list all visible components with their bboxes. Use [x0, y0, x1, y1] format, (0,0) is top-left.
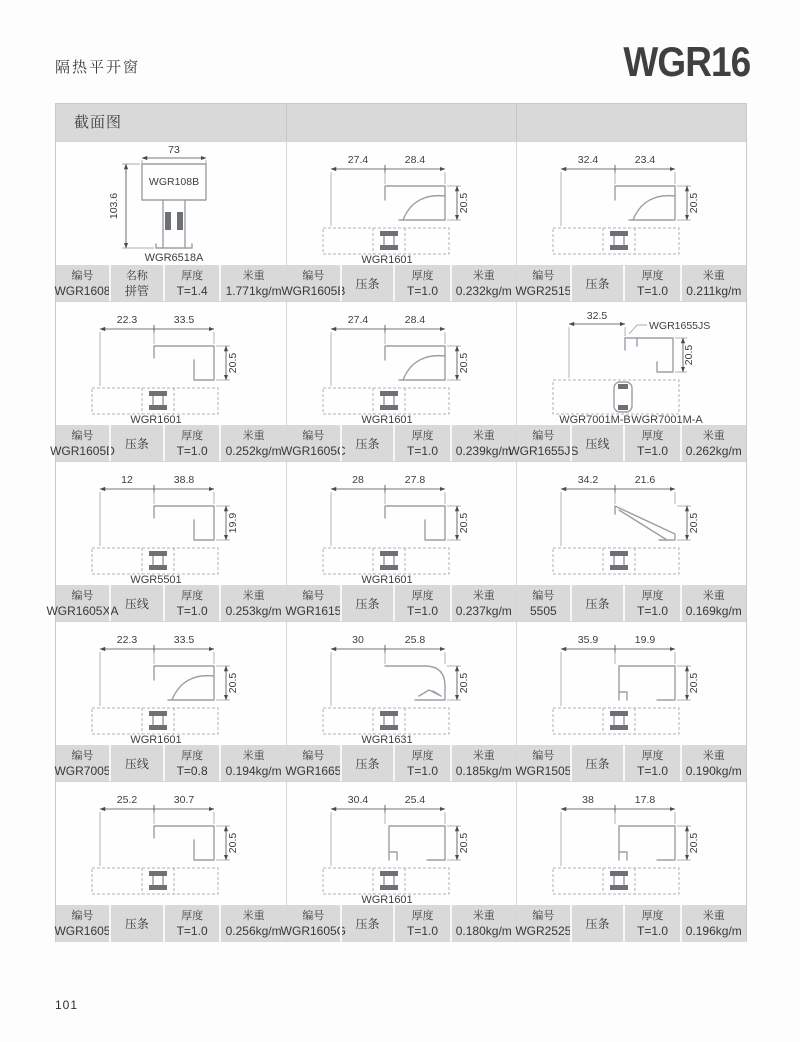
spec-header-thickness: 厚度	[641, 269, 664, 282]
spec-weight: 0.194kg/m	[225, 763, 282, 778]
dim-label-top1: 30	[352, 634, 364, 646]
spec-header-code: 编号	[71, 429, 94, 442]
spec-header-code: 编号	[302, 909, 325, 922]
section-diagram	[287, 142, 516, 265]
subpart-label-2: WGR7001M-A	[631, 414, 703, 425]
spec-type-cell	[340, 265, 394, 302]
subpart-label: WGR1601	[361, 254, 413, 265]
spec-thickness: T=1.0	[637, 443, 669, 458]
spec-strip	[517, 905, 746, 942]
spec-weight: 1.771kg/m	[225, 283, 282, 298]
profile-cell	[516, 621, 746, 781]
section-diagram	[56, 622, 286, 745]
dim-label-top2: 19.9	[634, 634, 656, 646]
spec-weight-cell	[219, 905, 286, 942]
spec-code-cell	[517, 265, 570, 302]
spec-name-cell	[109, 265, 163, 302]
spec-weight-cell	[450, 425, 516, 462]
spec-header-weight: 米重	[702, 269, 725, 282]
page-number: 101	[55, 998, 79, 1012]
section-diagram	[517, 302, 746, 425]
spec-header-thickness: 厚度	[181, 429, 204, 442]
spec-header-weight: 米重	[702, 429, 725, 442]
spec-code: WGR1605XA	[46, 603, 119, 618]
table-header-col3	[516, 104, 746, 141]
section-diagram	[517, 622, 746, 745]
dim-label-top2: 28.4	[404, 154, 426, 166]
spec-header-name: 名称	[125, 269, 148, 282]
dim-label-top2: 25.8	[404, 634, 426, 646]
spec-thickness: T=1.0	[407, 283, 439, 298]
profile-cell	[281, 141, 516, 301]
spec-code-cell	[508, 425, 579, 462]
spec-header-weight: 米重	[242, 909, 265, 922]
table-header-col2	[286, 104, 516, 141]
dim-label-right: 20.5	[458, 832, 470, 854]
spec-strip	[508, 425, 746, 462]
spec-header-weight: 米重	[472, 749, 495, 762]
spec-type: 拼管	[124, 283, 149, 298]
spec-weight: 0.237kg/m	[455, 603, 512, 618]
spec-code-cell	[56, 265, 109, 302]
spec-weight: 0.232kg/m	[455, 283, 512, 298]
spec-thickness-cell	[163, 265, 219, 302]
spec-thickness-cell	[163, 905, 219, 942]
dim-label-top2: 23.4	[634, 154, 656, 166]
dim-label-top2: 27.8	[404, 474, 426, 486]
spec-header-thickness: 厚度	[181, 269, 204, 282]
spec-code-cell	[50, 425, 115, 462]
spec-code-cell	[56, 745, 109, 782]
profile-cell	[286, 461, 516, 621]
spec-type: 压条	[355, 756, 380, 771]
dim-label-left: 103.6	[108, 192, 120, 220]
spec-type-cell	[340, 745, 394, 782]
spec-thickness-cell	[623, 425, 679, 462]
subpart-label: WGR1601	[361, 894, 413, 905]
spec-thickness-cell	[163, 745, 219, 782]
profile-cell	[280, 781, 516, 941]
spec-weight: 0.252kg/m	[225, 443, 282, 458]
spec-header-weight: 米重	[242, 589, 265, 602]
spec-code: WGR7005	[54, 763, 111, 778]
spec-code-cell	[280, 425, 346, 462]
spec-strip	[517, 585, 746, 622]
dim-label-right: 20.5	[227, 672, 239, 694]
spec-type-cell	[340, 425, 394, 462]
spec-type: 压条	[585, 276, 610, 291]
spec-header-weight: 米重	[472, 429, 495, 442]
profile-cell	[56, 141, 286, 301]
subpart-label: WGR1601	[361, 574, 413, 585]
spec-thickness: T=1.4	[176, 283, 208, 298]
section-diagram	[56, 782, 286, 905]
dim-label-top1: 27.4	[347, 314, 369, 326]
spec-weight-cell	[680, 265, 746, 302]
spec-weight: 0.211kg/m	[686, 283, 742, 298]
spec-weight-cell	[450, 585, 516, 622]
spec-strip	[281, 265, 516, 302]
spec-weight-cell	[680, 905, 746, 942]
spec-header-thickness: 厚度	[641, 909, 664, 922]
spec-weight-cell	[219, 585, 286, 622]
spec-header-weight: 米重	[702, 749, 725, 762]
spec-thickness: T=1.0	[407, 603, 439, 618]
spec-strip	[517, 265, 746, 302]
spec-weight: 0.196kg/m	[685, 923, 742, 938]
spec-header-code: 编号	[71, 749, 94, 762]
part-label: WGR108B	[148, 176, 200, 188]
dim-label-right: 20.5	[227, 352, 239, 374]
spec-header-code: 编号	[302, 749, 325, 762]
spec-header-thickness: 厚度	[411, 749, 434, 762]
spec-type-cell	[109, 745, 163, 782]
spec-thickness: T=1.0	[637, 763, 669, 778]
spec-code: WGR1505	[515, 763, 572, 778]
section-diagram	[517, 782, 746, 905]
spec-thickness: T=1.0	[407, 923, 439, 938]
spec-header-weight: 米重	[472, 909, 495, 922]
profile-cell	[50, 301, 286, 461]
section-diagram	[287, 462, 516, 585]
profile-grid	[46, 141, 746, 941]
dim-label-top1: 38	[582, 794, 594, 806]
profile-cell	[516, 781, 746, 941]
spec-type-cell	[570, 745, 624, 782]
dim-label-right: 19.9	[227, 512, 239, 534]
spec-thickness-cell	[393, 745, 449, 782]
spec-type: 压条	[585, 916, 610, 931]
dim-label-right: 20.5	[458, 512, 470, 534]
spec-header-code: 编号	[71, 909, 94, 922]
dim-label-top1: 73	[168, 144, 180, 156]
section-diagram	[517, 462, 746, 585]
subpart-label: WGR1601	[361, 414, 413, 425]
spec-type-cell	[340, 905, 394, 942]
spec-type: 压线	[585, 436, 610, 451]
spec-code: WGR1605B	[281, 283, 346, 298]
spec-type: 压条	[355, 596, 380, 611]
dim-label-top2: 30.7	[173, 794, 195, 806]
spec-header-weight: 米重	[472, 269, 495, 282]
spec-code-cell	[287, 585, 340, 622]
spec-header-weight: 米重	[702, 909, 725, 922]
spec-type-cell	[109, 425, 163, 462]
table-header-row	[56, 104, 746, 141]
spec-code-cell	[46, 585, 119, 622]
spec-code-cell	[287, 745, 340, 782]
spec-header-code: 编号	[532, 589, 555, 602]
spec-header-weight: 米重	[242, 429, 265, 442]
profile-cell	[56, 621, 286, 781]
spec-weight: 0.253kg/m	[225, 603, 282, 618]
profile-cell	[516, 141, 746, 301]
spec-type: 压条	[124, 436, 149, 451]
dim-label-top2: 17.8	[634, 794, 656, 806]
spec-code: 5505	[529, 603, 557, 618]
profile-cell	[286, 621, 516, 781]
dim-label-top1: 32.5	[586, 310, 608, 322]
spec-code-cell	[517, 585, 570, 622]
dim-label-right: 20.5	[688, 192, 700, 214]
dim-label-top1: 34.2	[577, 474, 599, 486]
spec-weight: 0.239kg/m	[455, 443, 512, 458]
spec-code: WGR1655JS	[508, 443, 579, 458]
spec-header-thickness: 厚度	[411, 429, 434, 442]
spec-thickness-cell	[623, 265, 679, 302]
section-diagram	[287, 622, 516, 745]
subpart-label: WGR1601	[130, 734, 182, 745]
profile-cell	[508, 301, 746, 461]
spec-code: WGR1665	[285, 763, 342, 778]
dim-label-right: 20.5	[683, 344, 695, 366]
section-diagram	[287, 782, 516, 905]
spec-weight: 0.262kg/m	[685, 443, 742, 458]
section-diagram	[287, 302, 516, 425]
spec-type: 压条	[585, 756, 610, 771]
subpart-label: WGR1631	[361, 734, 413, 745]
spec-type: 压条	[355, 436, 380, 451]
spec-thickness: T=1.0	[176, 923, 208, 938]
dim-label-top1: 22.3	[116, 634, 138, 646]
spec-strip	[287, 585, 516, 622]
dim-label-right: 20.5	[458, 352, 470, 374]
spec-thickness: T=1.0	[637, 923, 669, 938]
spec-code: WGR1605	[54, 923, 111, 938]
spec-header-code: 编号	[71, 269, 94, 282]
spec-strip	[56, 905, 286, 942]
spec-header-thickness: 厚度	[641, 429, 664, 442]
dim-label-top2: 21.6	[634, 474, 656, 486]
spec-weight-cell	[219, 425, 286, 462]
spec-code: WGR2525	[515, 923, 572, 938]
dim-label-right: 20.5	[688, 832, 700, 854]
spec-thickness-cell	[623, 905, 679, 942]
spec-weight-cell	[219, 265, 286, 302]
section-diagram	[56, 302, 286, 425]
dim-label-right: 20.5	[458, 672, 470, 694]
profile-cell	[46, 461, 286, 621]
subpart-label: WGR5501	[130, 574, 182, 585]
spec-header-thickness: 厚度	[181, 749, 204, 762]
spec-thickness-cell	[623, 585, 679, 622]
spec-thickness-cell	[623, 745, 679, 782]
spec-code-cell	[56, 905, 109, 942]
subpart-label: WGR1601	[130, 414, 182, 425]
spec-header-code: 编号	[302, 589, 325, 602]
profile-cell	[56, 781, 286, 941]
spec-header-weight: 米重	[242, 749, 265, 762]
spec-weight: 0.180kg/m	[455, 923, 512, 938]
spec-thickness-cell	[393, 425, 449, 462]
spec-code-cell	[517, 905, 570, 942]
spec-type: 压条	[124, 916, 149, 931]
spec-code: WGR1605C	[280, 443, 346, 458]
spec-thickness: T=1.0	[637, 603, 669, 618]
spec-thickness: T=1.0	[176, 443, 208, 458]
spec-weight-cell	[680, 745, 746, 782]
dim-label-top1: 30.4	[347, 794, 369, 806]
spec-strip	[56, 265, 286, 302]
spec-header-code: 编号	[532, 429, 555, 442]
spec-weight-cell	[680, 425, 746, 462]
spec-type-cell	[109, 585, 163, 622]
spec-header-thickness: 厚度	[411, 269, 434, 282]
spec-code: WGR1605G	[280, 923, 347, 938]
spec-weight-cell	[219, 745, 286, 782]
spec-header-weight: 米重	[702, 589, 725, 602]
spec-type-cell	[340, 585, 394, 622]
spec-type: 压条	[355, 916, 380, 931]
spec-code: WGR1608	[54, 283, 111, 298]
spec-header-weight: 米重	[242, 269, 265, 282]
spec-header-weight: 米重	[472, 589, 495, 602]
subpart-label: WGR6518A	[144, 252, 204, 264]
spec-header-code: 编号	[71, 589, 94, 602]
spec-thickness: T=1.0	[176, 603, 208, 618]
spec-type: 压条	[585, 596, 610, 611]
dim-label-top2: 33.5	[173, 314, 195, 326]
spec-weight-cell	[450, 265, 516, 302]
profile-cell	[516, 461, 746, 621]
spec-strip	[280, 905, 516, 942]
spec-header-thickness: 厚度	[181, 589, 204, 602]
spec-header-code: 编号	[302, 269, 325, 282]
spec-code: WGR1615	[285, 603, 342, 618]
spec-code: WGR2515	[515, 283, 572, 298]
profile-cell	[280, 301, 516, 461]
spec-thickness-cell	[163, 425, 219, 462]
spec-thickness: T=0.8	[176, 763, 208, 778]
dim-label-top2: 25.4	[404, 794, 426, 806]
spec-type: 压线	[124, 596, 149, 611]
spec-thickness-cell	[393, 265, 449, 302]
dim-label-top1: 28	[352, 474, 364, 486]
spec-header-thickness: 厚度	[181, 909, 204, 922]
spec-strip	[46, 585, 286, 622]
dim-label-top2: 38.8	[173, 474, 195, 486]
spec-thickness: T=1.0	[407, 763, 439, 778]
dim-label-top1: 27.4	[347, 154, 369, 166]
spec-weight: 0.169kg/m	[685, 603, 742, 618]
spec-thickness-cell	[393, 905, 449, 942]
spec-thickness-cell	[163, 585, 219, 622]
dim-label-right: 20.5	[458, 192, 470, 214]
spec-header-code: 编号	[532, 909, 555, 922]
spec-code-cell	[517, 745, 570, 782]
dim-label-top1: 35.9	[577, 634, 599, 646]
spec-type-cell	[570, 905, 624, 942]
spec-type-cell	[570, 585, 624, 622]
spec-weight-cell	[680, 585, 746, 622]
spec-header-thickness: 厚度	[411, 909, 434, 922]
spec-weight: 0.256kg/m	[225, 923, 282, 938]
subpart-label: WGR7001M-B	[559, 414, 631, 425]
spec-type: 压线	[124, 756, 149, 771]
profile-table	[46, 103, 747, 942]
spec-type-cell	[570, 265, 624, 302]
spec-strip	[280, 425, 516, 462]
spec-type: 压条	[355, 276, 380, 291]
dim-label-top2: 33.5	[173, 634, 195, 646]
spec-header-code: 编号	[532, 269, 555, 282]
spec-strip	[517, 745, 746, 782]
spec-type-cell	[570, 425, 624, 462]
dim-label-top1: 25.2	[116, 794, 138, 806]
spec-code-cell	[280, 905, 347, 942]
dim-label-top1: 32.4	[577, 154, 599, 166]
spec-type-cell	[109, 905, 163, 942]
section-diagram	[56, 462, 286, 585]
spec-code-cell	[281, 265, 346, 302]
spec-header-code: 编号	[532, 749, 555, 762]
series-code: WGR16	[622, 38, 750, 85]
spec-strip	[50, 425, 286, 462]
section-diagram	[56, 142, 286, 265]
spec-header-code: 编号	[302, 429, 325, 442]
dim-label-right: 20.5	[227, 832, 239, 854]
dim-label-top1: 12	[121, 474, 133, 486]
spec-weight-cell	[450, 905, 516, 942]
section-diagram	[517, 142, 746, 265]
spec-strip	[56, 745, 286, 782]
page-title: 隔热平开窗	[55, 59, 141, 76]
spec-thickness: T=1.0	[407, 443, 439, 458]
spec-weight: 0.185kg/m	[455, 763, 512, 778]
spec-header-thickness: 厚度	[641, 749, 664, 762]
spec-thickness-cell	[393, 585, 449, 622]
spec-code: WGR1605D	[50, 443, 115, 458]
dim-label-right: 20.5	[688, 672, 700, 694]
spec-weight-cell	[450, 745, 516, 782]
spec-thickness: T=1.0	[637, 283, 669, 298]
spec-weight: 0.190kg/m	[685, 763, 742, 778]
dim-label-top2: 28.4	[404, 314, 426, 326]
spec-header-thickness: 厚度	[411, 589, 434, 602]
section-title: 截面图	[74, 114, 123, 131]
spec-strip	[287, 745, 516, 782]
dim-label-right: 20.5	[688, 512, 700, 534]
dim-label-top1: 22.3	[116, 314, 138, 326]
ref-part-label: WGR1655JS	[649, 320, 711, 332]
spec-header-thickness: 厚度	[641, 589, 664, 602]
